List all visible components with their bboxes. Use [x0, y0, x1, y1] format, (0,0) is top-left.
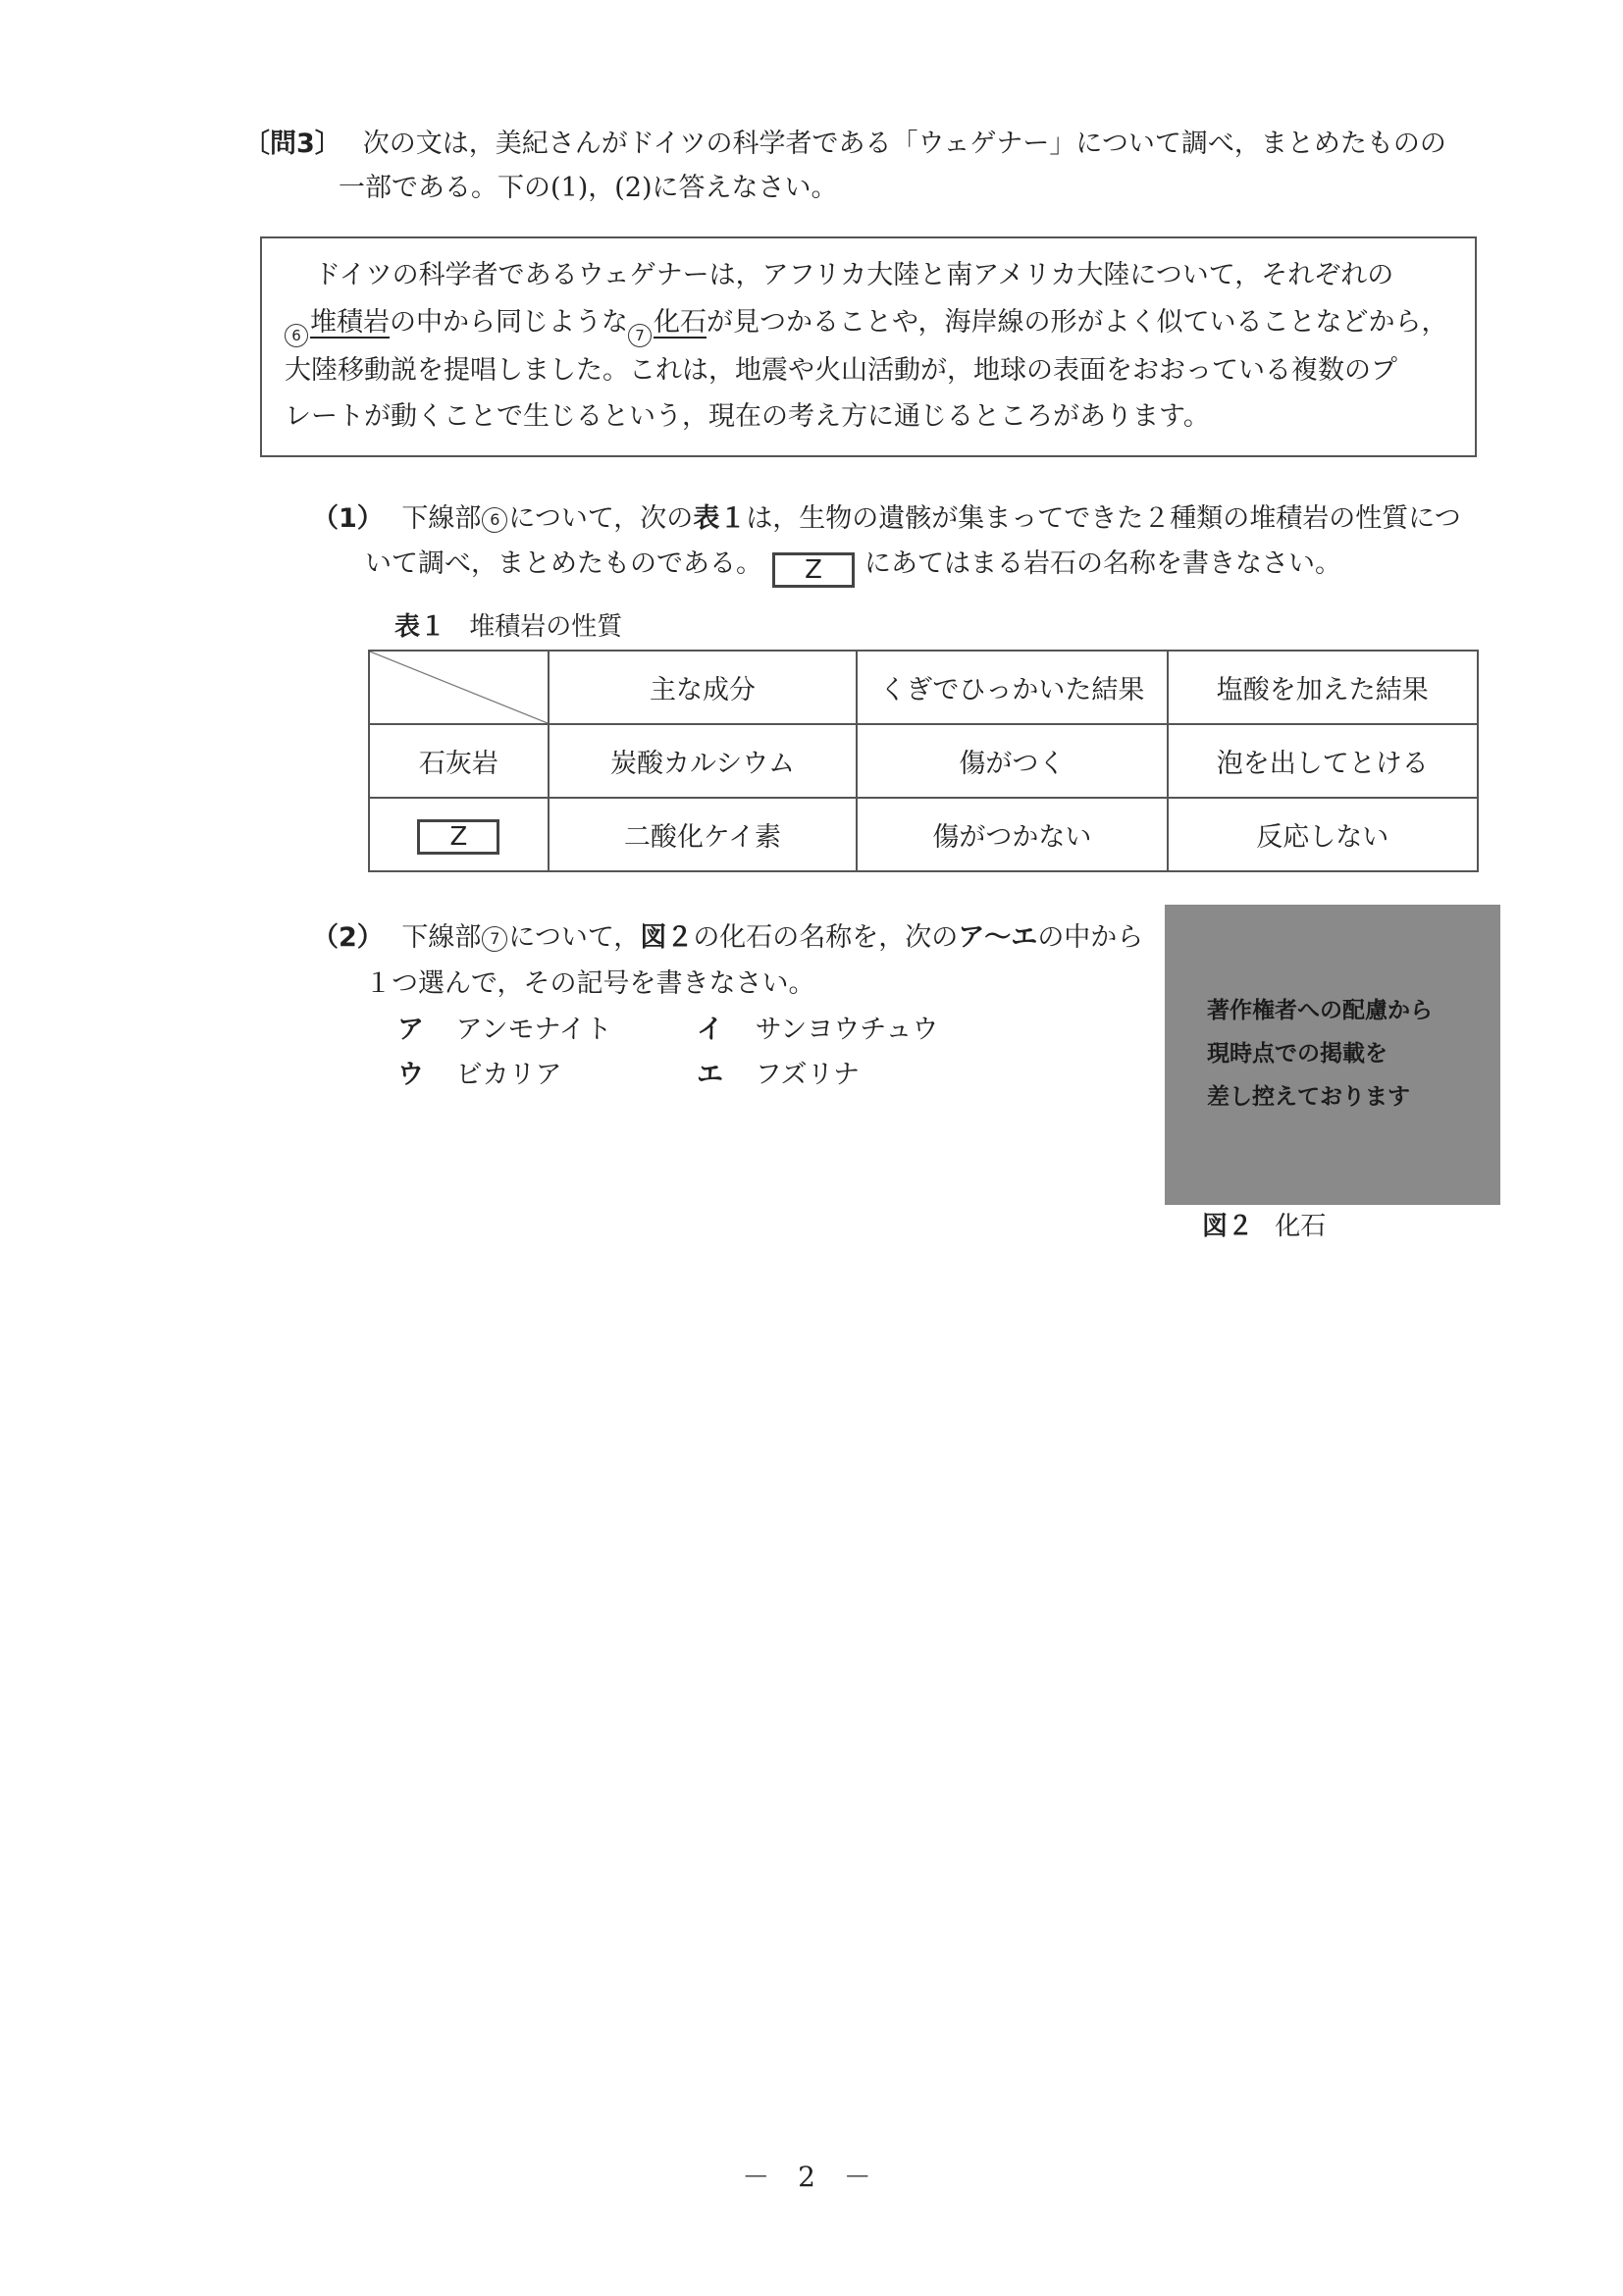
- table-cell: 二酸化ケイ素: [549, 798, 857, 871]
- question-heading: [243, 122, 1446, 166]
- sub2-text: 下線部: [401, 922, 482, 953]
- marker-6-ref: 6: [482, 507, 507, 533]
- sub1-text: いて調べ，まとめたものである。: [365, 548, 762, 579]
- subquestion-2-line1: [312, 915, 1143, 960]
- passage-line2-end: が見つかることや，海岸線の形がよく似ていることなどから，: [707, 306, 1448, 338]
- sub1-text: にあてはまる岩石の名称を書きなさい。: [864, 548, 1341, 579]
- option-a-key: ア: [397, 1015, 424, 1045]
- table-row: [369, 798, 1478, 871]
- option-u-text: ビカリア: [455, 1060, 562, 1090]
- option-u: [397, 1053, 562, 1097]
- option-a-text: アンモナイト: [455, 1015, 612, 1045]
- table-corner-cell: [369, 651, 549, 724]
- sedimentary-rock-table: [368, 650, 1479, 872]
- passage-line2: [285, 299, 1447, 347]
- table-row: [369, 724, 1478, 798]
- table-cell-z: [369, 798, 549, 871]
- blank-z-cell-box: Z: [417, 819, 499, 855]
- figure-2-caption-text: 化石: [1275, 1212, 1327, 1241]
- table-header-cell: 主な成分: [549, 651, 857, 724]
- marker-7-ref: 7: [482, 926, 507, 952]
- blank-z-box: Z: [772, 552, 855, 588]
- passage-line3: 大陸移動説を提唱しました。これは，地震や火山活動が，地球の表面をおおっている複数のプ: [285, 354, 1397, 386]
- table-header-row: [369, 651, 1478, 724]
- figure-2-placeholder-text: [1207, 989, 1433, 1119]
- table-cell: 炭酸カルシウム: [549, 724, 857, 798]
- option-u-key: ウ: [397, 1060, 424, 1090]
- passage-line1: ドイツの科学者であるウェゲナーは，アフリカ大陸と南アメリカ大陸について，それぞれの: [314, 260, 1394, 290]
- table-1-caption: [394, 605, 622, 650]
- passage-line2-mid: の中から同じような: [390, 306, 628, 338]
- underline-marker-7: 7: [628, 324, 652, 347]
- subquestion-1-line2: [365, 542, 1341, 588]
- underlined-term-6: 堆積岩: [310, 306, 390, 338]
- options-range: ア～エ: [958, 922, 1038, 953]
- figure-2-caption: [1202, 1205, 1326, 1249]
- sub1-text: は，生物の遺骸が集まってできた２種類の堆積岩の性質につ: [746, 503, 1461, 534]
- table-cell: 傷がつく: [857, 724, 1167, 798]
- subquestion-2-line2: １つ選んで，その記号を書きなさい。: [365, 968, 815, 999]
- option-e-key: エ: [697, 1060, 723, 1090]
- sub1-text: 下線部: [401, 503, 482, 534]
- figure-2-ref: 図２: [640, 922, 694, 953]
- passage-text: [285, 252, 1447, 441]
- table-1-caption-text: 堆積岩の性質: [469, 612, 623, 642]
- sub2-text: の中から: [1037, 922, 1144, 953]
- passage-line4: レートが動くことで生じるという，現在の考え方に通じるところがあります。: [285, 401, 1210, 432]
- table-header-cell: くぎでひっかいた結果: [857, 651, 1167, 724]
- sub2-text: について，: [508, 922, 641, 953]
- underline-marker-6: 6: [285, 324, 308, 347]
- table-cell: 石灰岩: [369, 724, 549, 798]
- sub2-text: の化石の名称を，次の: [693, 922, 959, 953]
- underlined-term-7: 化石: [654, 306, 707, 338]
- question-intro-line1: 次の文は，美紀さんがドイツの科学者である「ウェゲナー」について調べ，まとめたものの: [362, 129, 1446, 159]
- table-1-ref: 表１: [693, 503, 747, 534]
- table-1-caption-label: 表１: [394, 612, 446, 642]
- sub1-text: について，次の: [508, 503, 694, 534]
- subquestion-2-label: （2）: [312, 922, 384, 953]
- placeholder-line: 著作権者への配慮から: [1207, 997, 1433, 1023]
- option-i-key: イ: [697, 1015, 723, 1045]
- option-a: [397, 1008, 612, 1052]
- table-cell: 泡を出してとける: [1168, 724, 1478, 798]
- question-label: 〔問3〕: [243, 129, 341, 159]
- placeholder-line: 現時点での掲載を: [1207, 1040, 1387, 1067]
- option-i-text: サンヨウチュウ: [755, 1015, 939, 1045]
- placeholder-line: 差し控えております: [1207, 1083, 1410, 1110]
- subquestion-1-line1: [312, 496, 1461, 541]
- table-cell: 反応しない: [1168, 798, 1478, 871]
- option-e: [697, 1053, 860, 1097]
- table-cell: 傷がつかない: [857, 798, 1167, 871]
- question-intro-line2: 一部である。下の(1)，(2)に答えなさい。: [339, 173, 838, 203]
- subquestion-1-label: （1）: [312, 503, 384, 534]
- option-e-text: フズリナ: [755, 1060, 860, 1090]
- figure-2-caption-label: 図２: [1202, 1212, 1254, 1241]
- page-number: － 2 －: [742, 2161, 881, 2193]
- table-header-cell: 塩酸を加えた結果: [1168, 651, 1478, 724]
- option-i: [697, 1008, 938, 1052]
